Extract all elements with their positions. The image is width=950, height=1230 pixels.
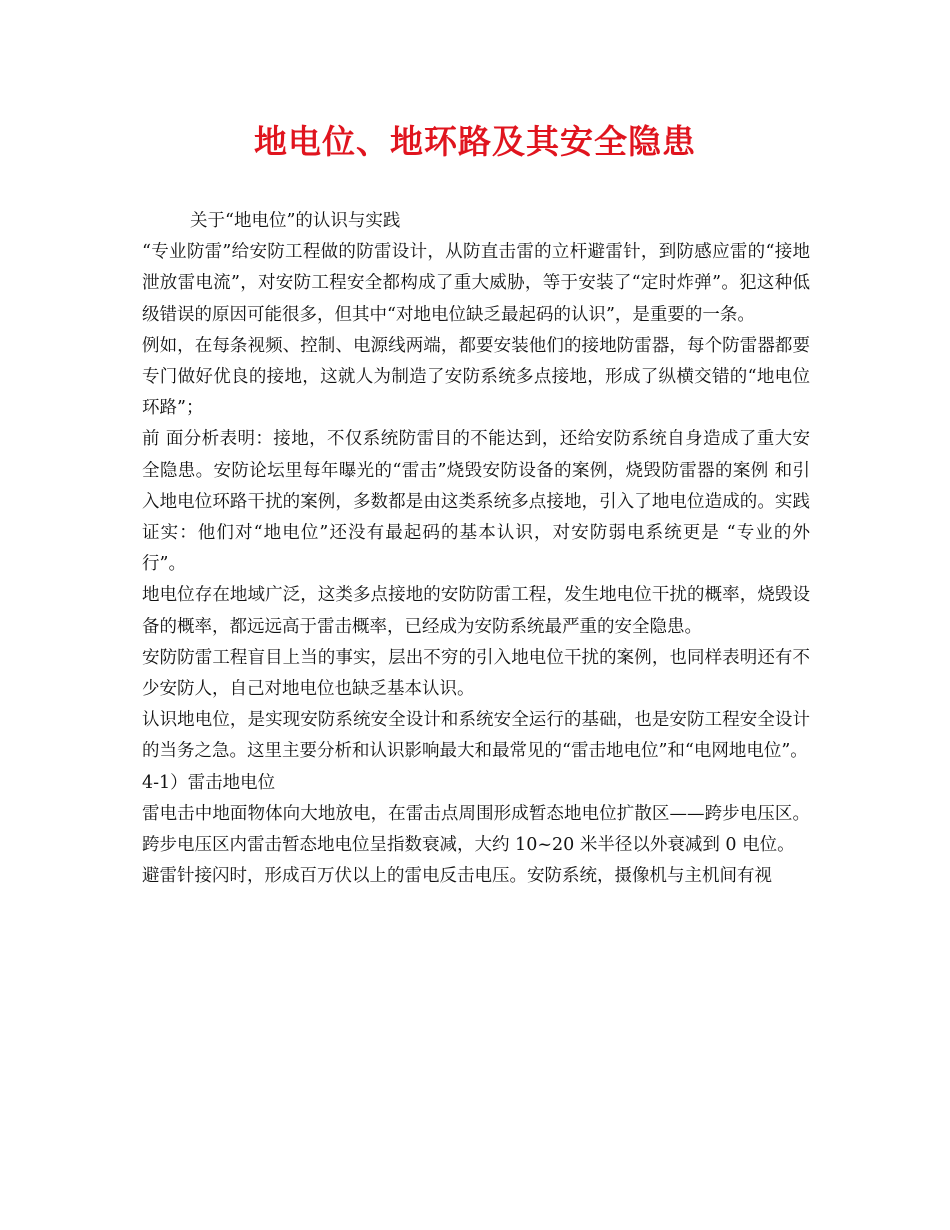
document-title: 地电位、地环路及其安全隐患 (254, 122, 696, 161)
paragraph: 地电位存在地域广泛，这类多点接地的安防防雷工程，发生地电位干扰的概率，烧毁设备的概率，都远远高于雷击概率，已经成为安防系统最严重的安全隐患。 (142, 585, 810, 637)
section-heading: 关于“地电位”的认识与实践 (190, 211, 401, 231)
paragraph: 避雷针接闪时，形成百万伏以上的雷电反击电压。安防系统，摄像机与主机间有视 (142, 866, 772, 887)
paragraph: 例如，在每条视频、控制、电源线两端，都要安装他们的接地防雷器，每个防雷器都要专门做好优良的接地，这就人为制造了安防系统多点接地，形成了纵横交错的“地电位环路”； (142, 335, 810, 419)
paragraph: 雷电击中地面物体向大地放电，在雷击点周围形成暂态地电位扩散区——跨步电压区。跨步电压区内雷击暂态地电位呈指数衰减，大约 10~20 米半径以外衰减到 0 电位。 (142, 803, 810, 856)
paragraph: 安防防雷工程盲目上当的事实，层出不穷的引入地电位干扰的案例，也同样表明还有不少安防人，自己对地电位也缺乏基本认识。 (142, 647, 810, 700)
paragraph: 前 面分析表明：接地，不仅系统防雷目的不能达到，还给安防系统自身造成了重大安全隐患。安防论坛里每年曝光的“雷击”烧毁安防设备的案例，烧毁防雷器的案例 和引入地电位环路干扰的案例，多数都是由这类系统多点接地，引入了地电位造成的。实践证实：他们对“地电位”还没有最起码的基本认识，对安防弱电系统更是 “专业的外行”。 (142, 429, 810, 575)
document-body (142, 206, 810, 892)
paragraph: “专业防雷”给安防工程做的防雷设计，从防直击雷的立杆避雷针，到防感应雷的“接地泄放雷电流”，对安防工程安全都构成了重大威胁，等于安装了“定时炸弹”。犯这种低级错误的原因可能很多，但其中“对地电位缺乏最起码的认识”，是重要的一条。 (142, 242, 810, 325)
subsection-heading: 4-1）雷击地电位 (142, 772, 276, 793)
paragraph: 认识地电位，是实现安防系统安全设计和系统安全运行的基础，也是安防工程安全设计的当务之急。这里主要分析和认识影响最大和最常见的“雷击地电位”和“电网地电位”。 (142, 710, 810, 762)
